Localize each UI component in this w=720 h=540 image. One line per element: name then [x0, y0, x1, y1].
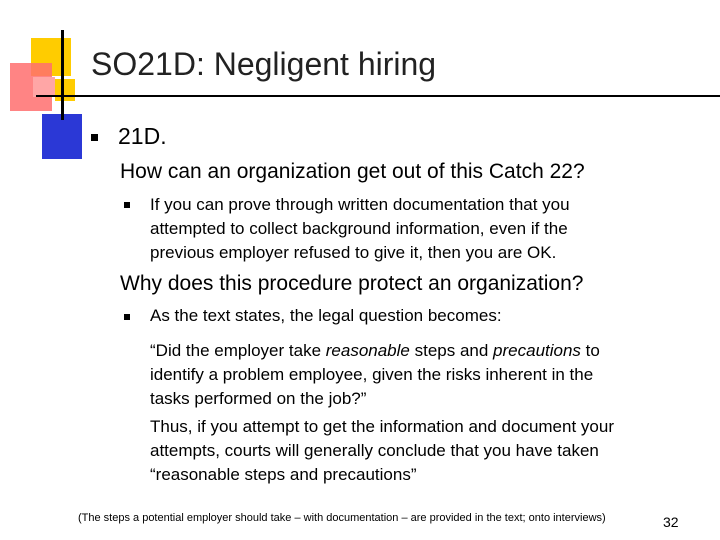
sub-bullet-square-icon [124, 314, 130, 320]
title-underline [36, 95, 720, 97]
bullet-21d: 21D. [118, 123, 167, 149]
quote-text: “Did the employer take [150, 341, 326, 360]
quote-first-line [150, 339, 600, 362]
quote-line: tasks performed on the job?” [150, 389, 367, 408]
sub-bullet-square-icon [124, 202, 130, 208]
answer-line: attempted to collect background information, even if the [150, 219, 568, 238]
question-catch22: How can an organization get out of this Catch 22? [120, 160, 585, 183]
slide-title: SO21D: Negligent hiring [91, 46, 437, 82]
quote-text: steps and [409, 341, 494, 360]
quote-line: “reasonable steps and precautions” [150, 465, 417, 484]
answer-line: previous employer refused to give it, then you are OK. [150, 243, 557, 262]
decor-square-blue [42, 114, 82, 159]
quote-line: Thus, if you attempt to get the information and document your [150, 417, 614, 436]
quote-text: to [580, 341, 600, 360]
decor-square-yellow-small [55, 79, 75, 101]
question-protection: Why does this procedure protect an organization? [120, 272, 584, 295]
quote-line: attempts, courts will generally conclude that you have taken [150, 441, 599, 460]
footer-note: (The steps a potential employer should take – with documentation – are provided in the text; onto interviews) [78, 512, 606, 524]
quote-italic: reasonable [325, 341, 410, 360]
decor-square-pink [33, 77, 55, 97]
answer-line: As the text states, the legal question becomes: [150, 306, 502, 325]
bullet-square-icon [91, 134, 98, 141]
answer-line: If you can prove through written documentation that you [150, 195, 570, 214]
quote-line: identify a problem employee, given the risks inherent in the [150, 365, 594, 384]
quote-italic: precautions [493, 341, 581, 360]
decor-vertical-line [61, 30, 64, 120]
page-number: 32 [663, 514, 679, 530]
